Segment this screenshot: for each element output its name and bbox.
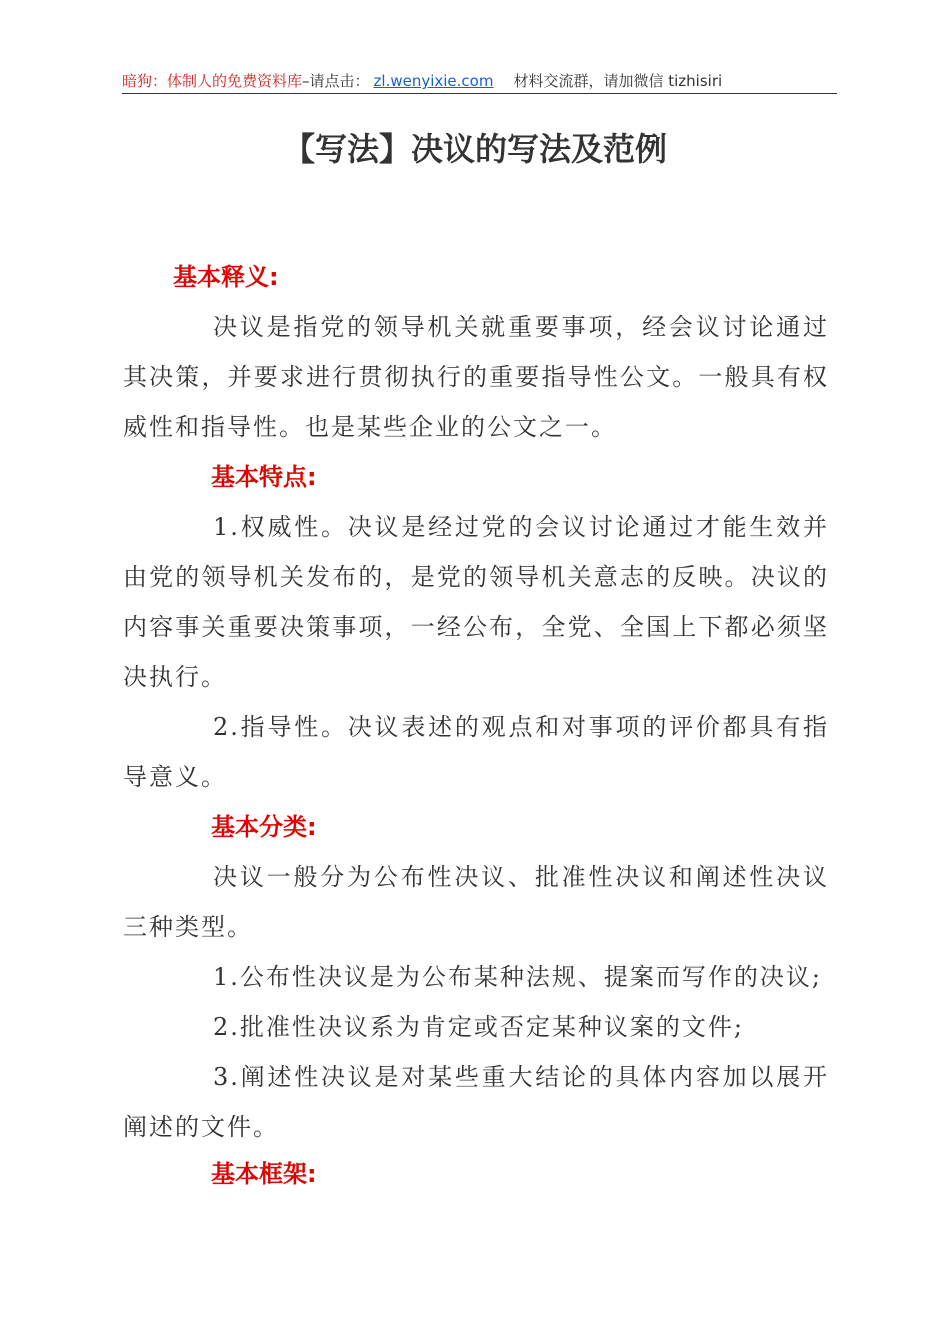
heading-categories: 基本分类: xyxy=(211,813,317,841)
category-item-elaborate: 3.阐述性决议是对某些重大结论的具体内容加以展开阐述的文件。 xyxy=(123,1063,829,1141)
features-block xyxy=(123,502,829,802)
page-title: 【写法】决议的写法及范例 xyxy=(282,130,667,168)
category-item-approve: 2.批准性决议系为肯定或否定某种议案的文件; xyxy=(213,1013,744,1041)
feature-item-guidance: 2.指导性。决议表述的观点和对事项的评价都具有指导意义。 xyxy=(123,713,829,791)
heading-features: 基本特点: xyxy=(211,463,317,491)
header-link[interactable]: zl.wenyixie.com xyxy=(373,72,494,90)
category-item-announce: 1.公布性决议是为公布某种法规、提案而写作的决议; xyxy=(213,963,822,991)
header-click-prompt: –请点击： xyxy=(302,72,370,90)
page-header xyxy=(122,70,837,93)
heading-definition: 基本释义: xyxy=(173,263,279,291)
definition-text: 决议是指党的领导机关就重要事项，经会议讨论通过其决策，并要求进行贯彻执行的重要指导性公文。一般具有权威性和指导性。也是某些企业的公文之一。 xyxy=(123,313,829,441)
categories-block xyxy=(123,852,829,1152)
heading-framework: 基本框架: xyxy=(211,1160,317,1188)
header-divider xyxy=(122,93,837,94)
feature-item-authority: 1.权威性。决议是经过党的会议讨论通过才能生效并由党的领导机关发布的，是党的领导机关意志的反映。决议的内容事关重要决策事项，一经公布，全党、全国上下都必须坚决执行。 xyxy=(123,513,829,691)
header-contact: 材料交流群，请加微信 tizhisiri xyxy=(513,72,723,90)
categories-intro: 决议一般分为公布性决议、批准性决议和阐述性决议三种类型。 xyxy=(123,863,829,941)
definition-paragraph xyxy=(123,302,829,452)
header-brand: 暗狗：体制人的免费资料库 xyxy=(122,72,303,90)
